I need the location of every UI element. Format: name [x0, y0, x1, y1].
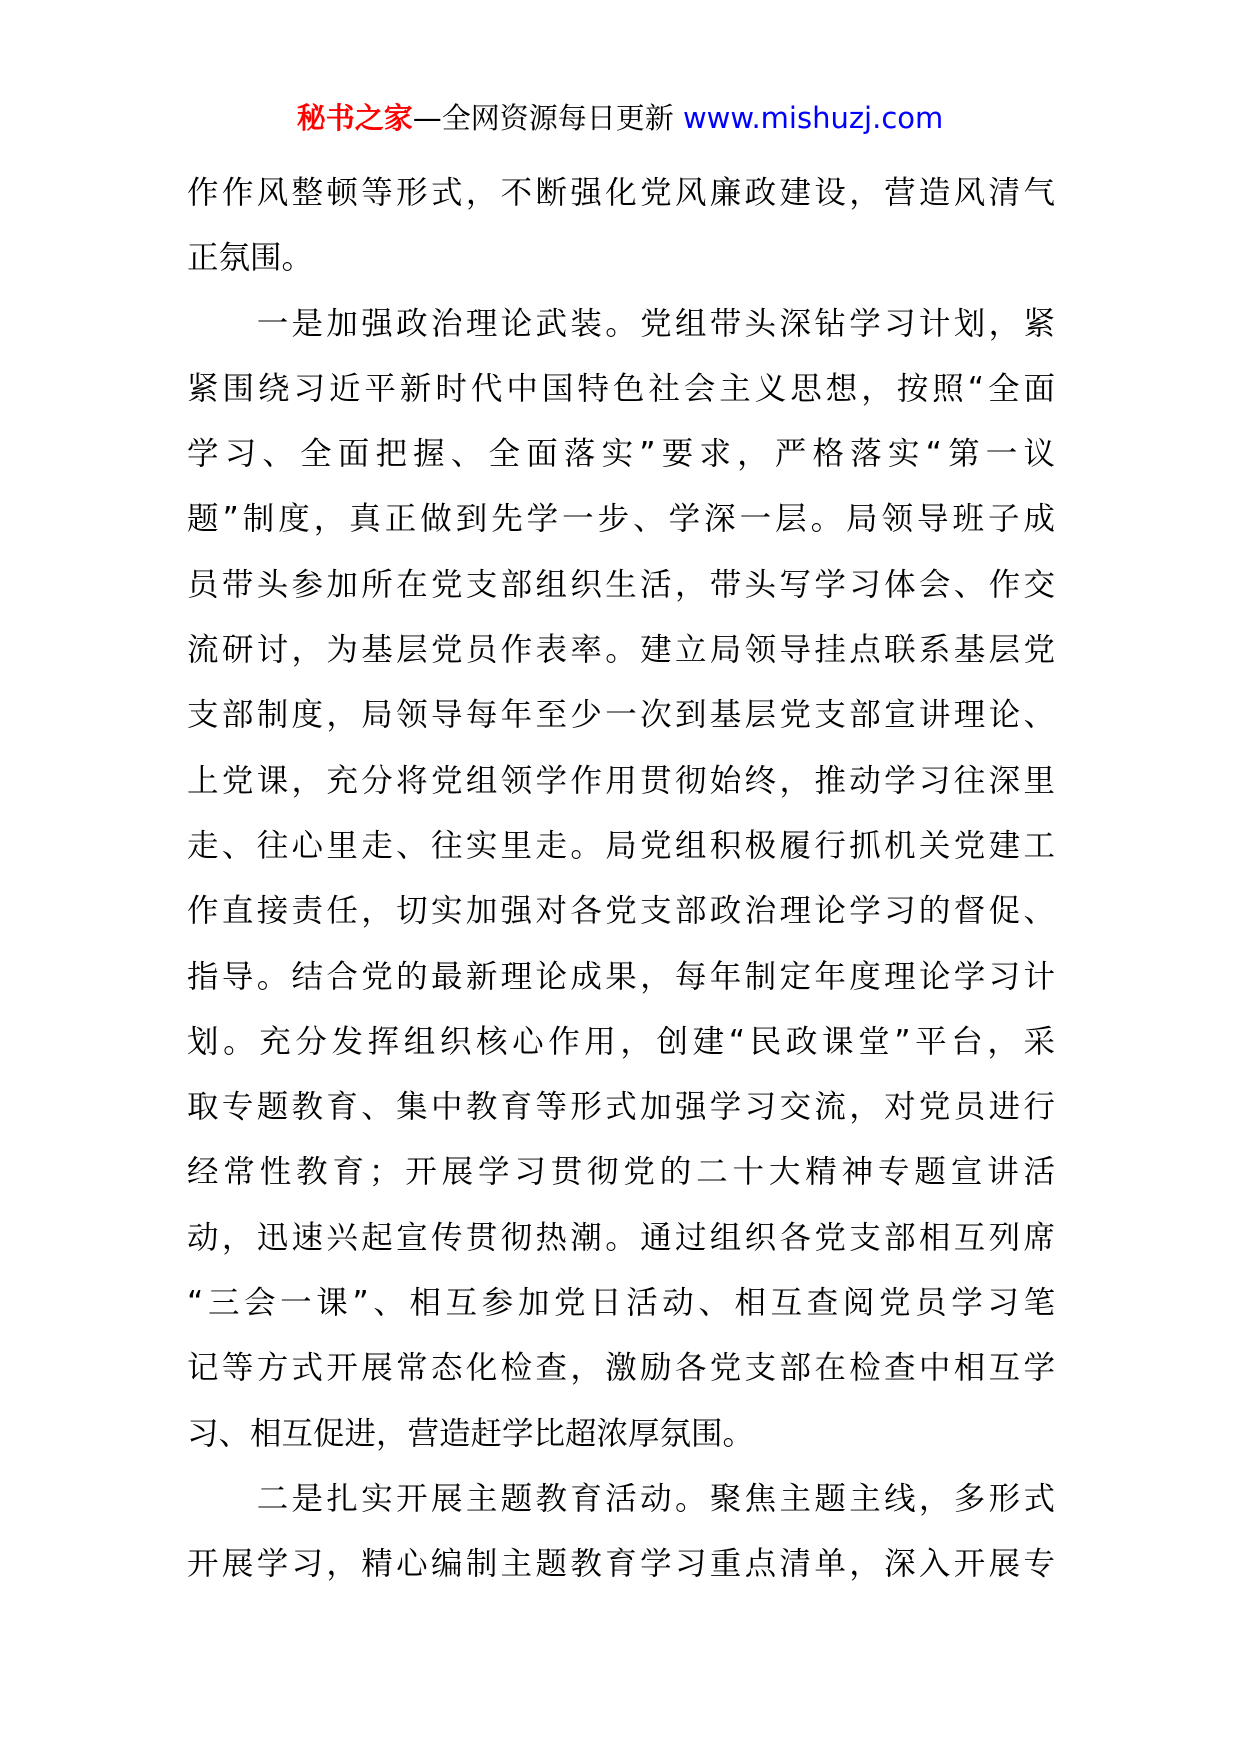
text-line: 一是加强政治理论武装。党组带头深钻学习计划，紧	[187, 305, 1055, 342]
text-line: 开展学习，精心编制主题教育学习重点清单，深入开展专	[187, 1546, 1055, 1583]
text-line: 二是扎实开展主题教育活动。聚焦主题主线，多形式	[187, 1480, 1055, 1517]
text-line: 上党课，充分将党组领学作用贯彻始终，推动学习往深里	[187, 762, 1055, 799]
text-line: 作直接责任，切实加强对各党支部政治理论学习的督促、	[187, 893, 1055, 930]
site-url-link[interactable]: www.mishuzj.com	[682, 101, 944, 135]
text-line: 员带头参加所在党支部组织生活，带头写学习体会、作交	[187, 566, 1055, 603]
text-line: 走、往心里走、往实里走。局党组积极履行抓机关党建工	[187, 827, 1055, 864]
text-line: 作作风整顿等形式，不断强化党风廉政建设，营造风清气	[187, 175, 1055, 211]
site-brand: 秘书之家	[296, 101, 413, 135]
text-line: 学习、全面把握、全面落实”要求，严格落实“第一议	[187, 436, 1055, 473]
text-line: 支部制度，局领导每年至少一次到基层党支部宣讲理论、	[187, 697, 1055, 734]
text-line: 划。充分发挥组织核心作用，创建“民政课堂”平台，采	[187, 1023, 1055, 1060]
document-body	[187, 161, 1055, 1598]
text-line: 流研讨，为基层党员作表率。建立局领导挂点联系基层党	[187, 632, 1055, 669]
text-line: “三会一课”、相互参加党日活动、相互查阅党员学习笔	[187, 1285, 1055, 1322]
header-tagline: —全网资源每日更新	[412, 101, 683, 135]
text-line: 题”制度，真正做到先学一步、学深一层。局领导班子成	[187, 501, 1055, 538]
text-line: 紧围绕习近平新时代中国特色社会主义思想，按照“全面	[187, 370, 1055, 407]
text-line: 记等方式开展常态化检查，激励各党支部在检查中相互学	[187, 1350, 1055, 1387]
text-line: 取专题教育、集中教育等形式加强学习交流，对党员进行	[187, 1089, 1055, 1126]
page-header	[0, 98, 1240, 138]
text-line: 习、相互促进，营造赶学比超浓厚氛围。	[187, 1415, 755, 1452]
text-line: 正氛围。	[187, 240, 314, 277]
text-line: 经常性教育；开展学习贯彻党的二十大精神专题宣讲活	[187, 1154, 1055, 1191]
text-line: 动，迅速兴起宣传贯彻热潮。通过组织各党支部相互列席	[187, 1219, 1055, 1256]
text-line: 指导。结合党的最新理论成果，每年制定年度理论学习计	[187, 958, 1055, 995]
